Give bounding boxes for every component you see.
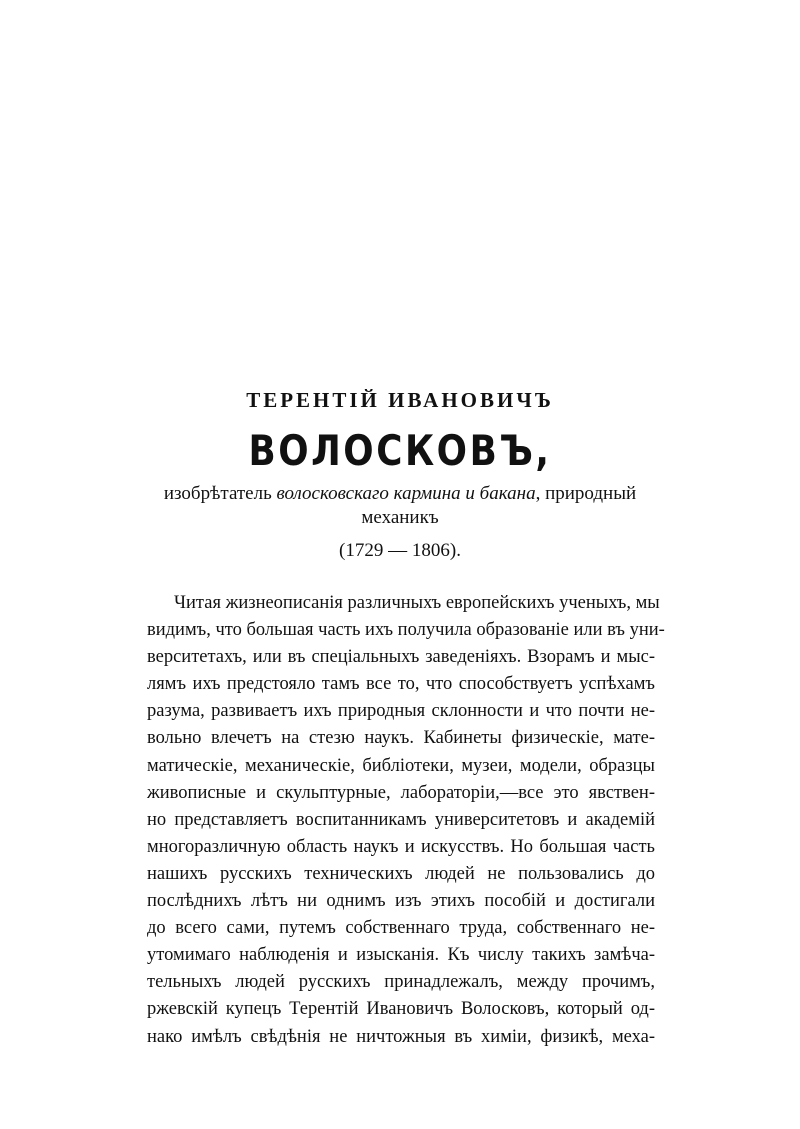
subject-surname: ВОЛОСКОВЪ, (248, 426, 552, 475)
body-line: Читая жизнеописанія различныхъ европейскихъ ученыхъ, мы (174, 593, 660, 613)
body-line: нако имѣлъ свѣдѣнія не ничтожныя въ химіи, физикѣ, меха- (147, 1026, 655, 1047)
body-line: ржевскій купецъ Терентій Ивановичъ Волосковъ, который од- (147, 999, 655, 1020)
body-line: вольно влечетъ на стезю наукъ. Кабинеты физическіе, матe- (147, 728, 655, 749)
subject-name-line: ТЕРЕНТІЙ ИВАНОВИЧЪ (246, 388, 554, 412)
body-paragraph (147, 590, 665, 1051)
description-italic: волосковскаго кармина и бакана (276, 483, 536, 504)
subject-description-line-1 (0, 482, 800, 506)
life-years: (1729 — 1806). (339, 540, 461, 561)
body-line: видимъ, что большая часть ихъ получила образованіе или въ уни- (147, 620, 665, 641)
body-line: но представляетъ воспитанникамъ университетовъ и академій (147, 809, 655, 830)
body-line: многоразличную область наукъ и искусствъ. Но большая часть (147, 836, 655, 857)
body-line: нашихъ русскихъ техническихъ людей не пользовались до (147, 863, 655, 884)
subject-description-line-2: механикъ (361, 507, 439, 528)
body-line: живописные и скульптурные, лабораторіи,—все это явствен- (147, 782, 655, 803)
body-line: послѣднихъ лѣтъ ни однимъ изъ этихъ пособій и достигали (147, 891, 655, 912)
body-line: утомимаго наблюденія и изысканія. Къ числу такихъ замѣча- (147, 945, 655, 966)
body-line: до всего сами, путемъ собственнаго труда, собственнаго не- (147, 918, 655, 939)
description-text-2: , природный (535, 483, 637, 504)
body-line: тельныхъ людей русскихъ принадлежалъ, между прочимъ, (147, 972, 655, 993)
subject-description (0, 482, 800, 530)
body-line: матическіе, механическіе, библіотеки, музеи, модели, образцы (147, 755, 655, 776)
description-text-1: изобрѣтатель (163, 483, 277, 504)
body-line: лямъ ихъ предстояло тамъ все то, что способствуетъ успѣхамъ (147, 674, 655, 695)
body-line: верситетахъ, или въ спеціальныхъ заведеніяхъ. Взорамъ и мыс- (147, 647, 655, 668)
body-line: разума, развиваетъ ихъ природныя склонности и что почти не- (147, 701, 655, 722)
